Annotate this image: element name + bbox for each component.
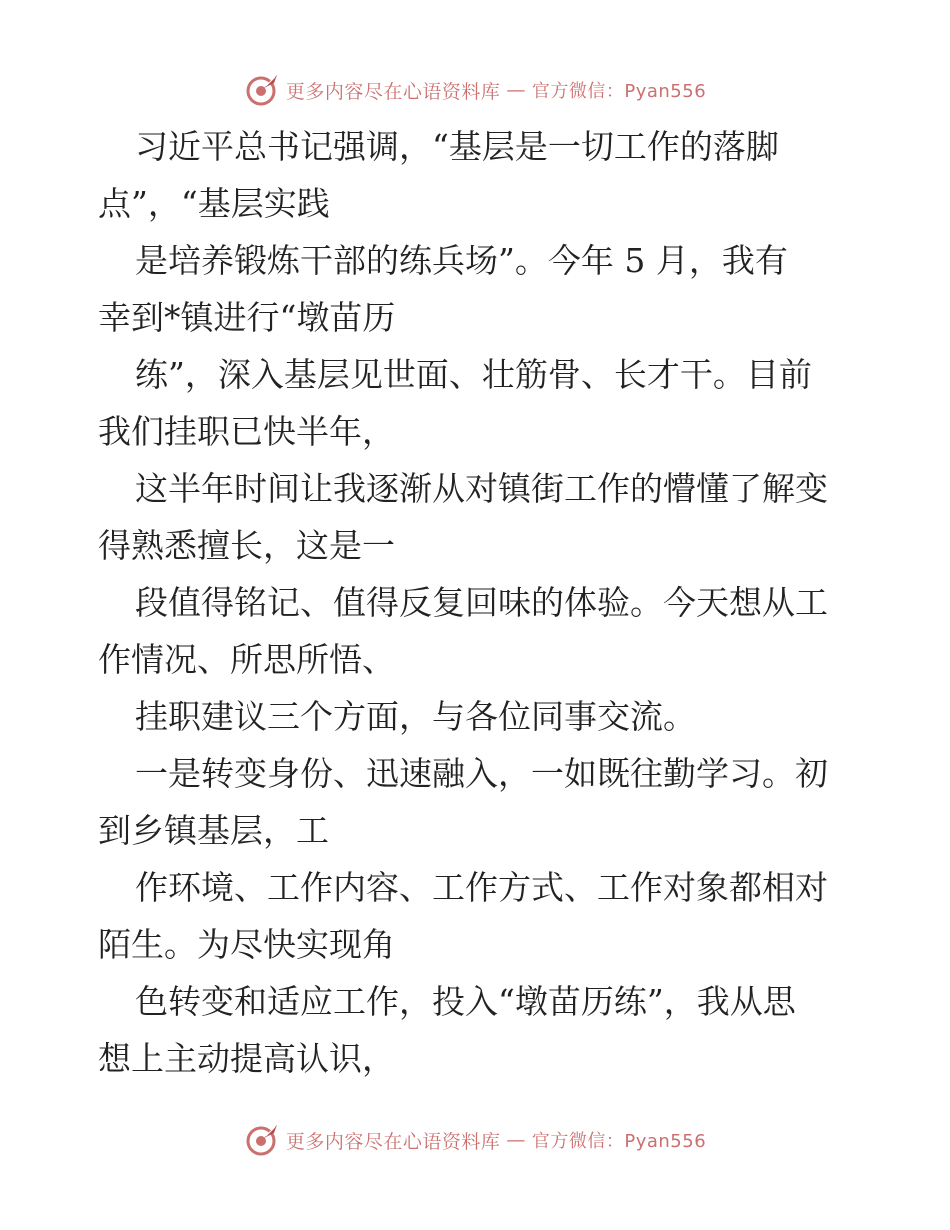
footer-watermark-contact: 官方微信：Pyan556 (531, 1131, 707, 1152)
text-line: 陌生。为尽快实现角 (98, 925, 395, 964)
text-line: 练”，深入基层见世面、壮筋骨、长才干。目前 (135, 355, 812, 394)
quill-logo-icon (244, 72, 280, 108)
text-line: 幸到*镇进行“墩苗历 (98, 298, 396, 337)
text-line: 习近平总书记强调，“基层是一切工作的落脚 (135, 127, 779, 166)
text-line: 色转变和适应工作，投入“墩苗历练”，我从思 (135, 982, 796, 1021)
footer-watermark (0, 1118, 950, 1162)
text-line: 到乡镇基层，工 (98, 811, 329, 850)
text-line: 这半年时间让我逐渐从对镇街工作的懵懂了解变 (135, 469, 828, 508)
text-line: 点”，“基层实践 (98, 184, 330, 223)
text-line: 我们挂职已快半年， (98, 412, 395, 451)
text-line: 是培养锻炼干部的练兵场”。今年 5 月，我有 (135, 241, 788, 280)
footer-watermark-dash: — (506, 1129, 526, 1151)
text-line: 一是转变身份、迅速融入，一如既往勤学习。初 (135, 754, 828, 793)
text-line: 想上主动提高认识， (98, 1039, 395, 1078)
header-watermark-contact: 官方微信：Pyan556 (531, 81, 707, 102)
text-line: 段值得铭记、值得反复回味的体验。今天想从工 (135, 583, 828, 622)
header-watermark (0, 68, 950, 112)
body-text (98, 118, 868, 1087)
text-line: 作情况、所思所悟、 (98, 640, 395, 679)
header-watermark-dash: — (506, 79, 526, 101)
text-line: 挂职建议三个方面，与各位同事交流。 (135, 697, 696, 736)
text-line: 得熟悉擅长，这是一 (98, 526, 395, 565)
header-watermark-text: 更多内容尽在心语资料库 (285, 80, 501, 103)
quill-logo-icon (244, 1122, 280, 1158)
footer-watermark-text: 更多内容尽在心语资料库 (285, 1130, 501, 1153)
text-line: 作环境、工作内容、工作方式、工作对象都相对 (135, 868, 828, 907)
